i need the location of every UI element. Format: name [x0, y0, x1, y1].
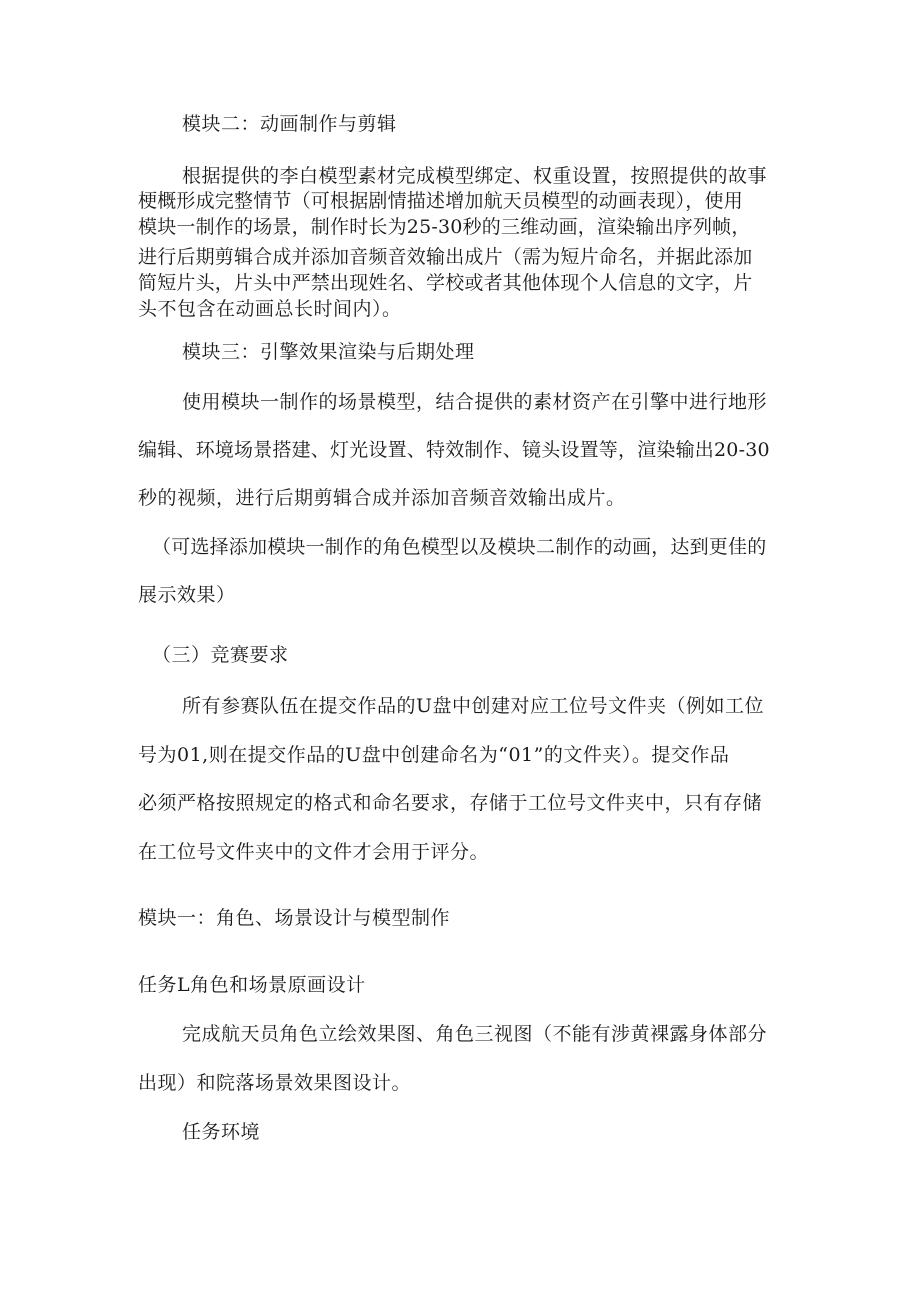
- paragraph-line: 秒的视频，进行后期剪辑合成并添加音频音效输出成片。: [138, 487, 626, 509]
- optional-note-line: （可选择添加模块一制作的角色模型以及模块二制作的动画，达到更佳的: [152, 536, 767, 558]
- paragraph-line: 出现）和院落场景效果图设计。: [138, 1072, 412, 1094]
- paragraph-line: 使用模块一制作的场景模型，结合提供的素材资产在引擎中进行地形: [182, 391, 768, 413]
- paragraph-line: 头不包含在动画总长时间内）。: [138, 298, 402, 320]
- paragraph-line: 号为01,则在提交作品的U盘中创建命名为“01”的文件夹）。提交作品: [138, 744, 730, 766]
- paragraph-line: 梗概形成完整情节（可根据剧情描述增加航天员模型的动画表现），使用: [138, 190, 743, 212]
- section-three-heading: （三）竞赛要求: [152, 644, 289, 666]
- optional-note-line: 展示效果）: [138, 584, 236, 606]
- paragraph-line: 编辑、环境场景搭建、灯光设置、特效制作、镜头设置等，渲染输出20-30: [138, 439, 770, 461]
- task-environment-heading: 任务环境: [182, 1121, 261, 1143]
- module-one-heading: 模块一：角色、场景设计与模型制作: [138, 907, 451, 929]
- paragraph-line: 简短片头，片头中严禁出现姓名、学校或者其他体现个人信息的文字，片: [138, 272, 753, 294]
- module-three-heading: 模块三：引擎效果渲染与后期处理: [182, 341, 475, 363]
- module-two-heading: 模块二：动画制作与剪辑: [182, 113, 397, 135]
- paragraph-line: 必须严格按照规定的格式和命名要求，存储于工位号文件夹中，只有存储: [138, 792, 763, 814]
- paragraph-line: 模块一制作的场景，制作时长为25-30秒的三维动画，渲染输出序列帧，: [138, 216, 751, 238]
- paragraph-line: 完成航天员角色立绘效果图、角色三视图（不能有涉黄裸露身体部分: [182, 1023, 768, 1045]
- paragraph-line: 根据提供的李白模型素材完成模型绑定、权重设置，按照提供的故事: [182, 165, 768, 187]
- task-one-heading: 任务L角色和场景原画设计: [138, 974, 366, 996]
- paragraph-line: 在工位号文件夹中的文件才会用于评分。: [138, 841, 490, 863]
- paragraph-line: 进行后期剪辑合成并添加音频音效输出成片（需为短片命名，并据此添加: [138, 246, 753, 268]
- paragraph-line: 所有参赛队伍在提交作品的U盘中创建对应工位号文件夹（例如工位: [182, 695, 765, 717]
